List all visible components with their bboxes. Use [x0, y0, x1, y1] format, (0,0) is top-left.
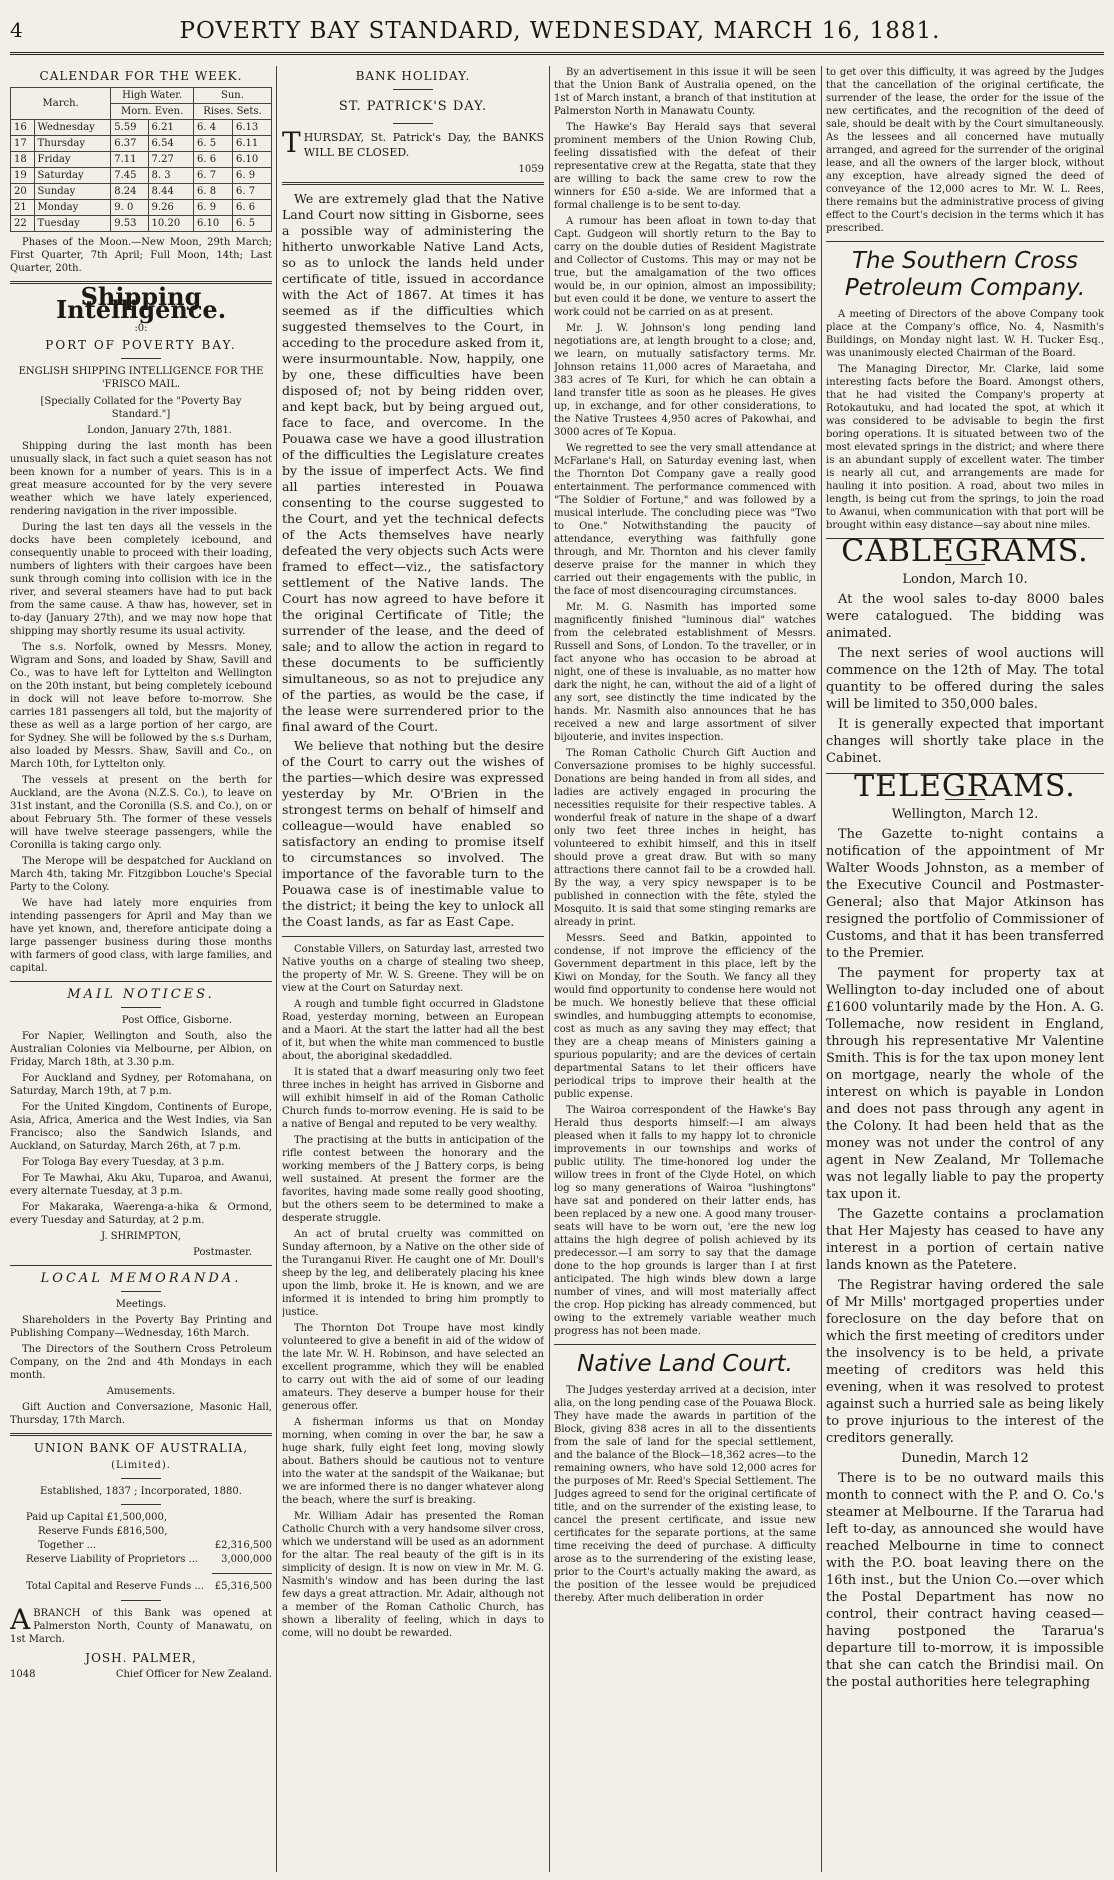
page-number: 4: [10, 18, 23, 42]
cal-sets: 6. 9: [232, 168, 271, 184]
article-paragraph: A meeting of Directors of the above Company took place at the Company's office, No. 4, Nasmith's Buildings, on Monday night last. W. H. Tucker Esq., was unanimously elected Chairman of the Board.: [826, 309, 1104, 359]
memo-subheading: Meetings.: [115, 1299, 167, 1310]
cal-sets: 6. 6: [232, 200, 271, 216]
calendar-header-rises-sets: Rises. Sets.: [193, 104, 271, 120]
short-rule: [393, 123, 433, 124]
calendar-header-morn-even: Morn. Even.: [111, 104, 194, 120]
bank-row-label: Reserve Liability of Proprietors ...: [26, 1554, 199, 1565]
column-2: [282, 66, 544, 1872]
calendar-table: [10, 87, 272, 232]
separator: [554, 1344, 816, 1345]
cablegrams-heading: CABLEGRAMS.: [841, 534, 1089, 569]
column-1: [10, 66, 272, 1872]
article-continuation: to get over this difficulty, it was agreed by the Judges that the cancellation of the original certificate, the surrender of the lease, the order for the issue of the new certificates, and the recognition of the deed of sale, should be dealt with by the Court simultaneously. As the lessees and all concerned have mutually arranged, and agreed for the surrender of the original lease, and all the owners of the larger block, without any exception, have already signed the deed of conveyance of the 12,000 acres to Mr. W. L. Rees, there remains but the administrative process of giving effect to the Court's decision in the terms which it has prescribed.: [826, 67, 1104, 234]
mail-notices-heading: MAIL NOTICES.: [67, 987, 215, 1002]
cal-day-name: Thursday: [34, 136, 111, 152]
editorial-paragraph: We believe that nothing but the desire of the Court to carry out the wishes of the parties—which desire was expressed yesterday by Mr. O'Brien in the strongest terms on behalf of himself and colleague—would have enabled so satisfactory an ending to promise itself to circumstances so involved. The importance of the favorable turn to the Pouawa case is of inestimable value to the district; it being the key to unlock all the Coast lands, as far as East Cape.: [282, 738, 544, 929]
telegram-item: The Gazette to-night contains a notification of the appointment of Mr Walter Woods Johnston, as a member of the Executive Council and Postmaster-General; also that Major Atkinson has resigned the portfolio of Commissioner of Customs, and that it has been transferred to the Premier.: [826, 827, 1104, 961]
drop-cap: A: [10, 1603, 31, 1636]
bank-row: [10, 1511, 272, 1525]
cal-day-name: Tuesday: [34, 216, 111, 232]
bank-row-value: 3,000,000: [221, 1554, 272, 1565]
news-item: We regretted to see the very small attendance at McFarlane's Hall, on Saturday evening last, when the Thornton Dot Company gave a really good entertainment. The performance commenced with "The Soldier of Fortune," and was followed by a musical interlude. The concluding piece was "Two to One." Notwithstanding the paucity of attendance, everything was faithfully gone through, and Mr. Thornton and his clever family deserve praise for the manner in which they carried out their engagements with the public, in the face of most disencouraging circumstances.: [554, 443, 816, 597]
ad-reference-number: 1059: [518, 164, 544, 175]
cal-sets: 6.11: [232, 136, 271, 152]
telegrams-heading: TELEGRAMS.: [854, 769, 1076, 804]
cal-morn: 9. 0: [111, 200, 148, 216]
cal-day-number: 16: [11, 120, 35, 136]
cal-sets: 6. 5: [232, 216, 271, 232]
cal-rises: 6. 8: [193, 184, 232, 200]
separator: [10, 1265, 272, 1266]
calendar-row: [11, 152, 272, 168]
cablegram-item: It is generally expected that important changes will shortly take place in the Cabinet.: [826, 717, 1104, 766]
telegrams-section: [826, 769, 1104, 1691]
bank-row-label: Reserve Funds £816,500,: [38, 1526, 168, 1537]
separator: [826, 241, 1104, 242]
short-rule: [212, 1573, 272, 1574]
bank-signature: JOSH. PALMER,: [85, 1651, 197, 1665]
short-rule: [121, 1478, 161, 1479]
cal-rises: 6. 6: [193, 152, 232, 168]
shipping-heading: Shipping Intelligence.: [55, 282, 227, 324]
cal-even: 7.27: [148, 152, 193, 168]
calendar-title: CALENDAR FOR THE WEEK.: [39, 69, 243, 83]
cal-morn: 9.53: [111, 216, 148, 232]
separator: [10, 1433, 272, 1436]
article-paragraph: Shipping during the last month has been unusually slack, in fact such a quiet season has not been known for a number of years. This is in a great measure accounted for by the very severe weather which we have lately experienced, rendering navigation in the river impossible.: [10, 441, 272, 517]
column-4: [826, 66, 1104, 1872]
news-item: A rumour has been afloat in town to-day that Capt. Gudgeon will shortly return to the Bay to carry on the double duties of Resident Magistrate and Collector of Customs. This may or may not be true, but the amalgamation of the two offices would be, in our opinion, almost an impossibility; but even could it be done, we venture to assert the work could not be carried on as at present.: [554, 216, 816, 318]
telegram-item: The payment for property tax at Wellington to-day included one of about £1600 voluntarily made by the Hon. A. G. Tollemache, now resident in England, through his representative Mr Valentine Smith. This is for the tax upon money lent on mortgage, nearly the whole of the interest on which is payable in London and does not pass through any agent in the Colony. It had been held that as the money was not under the control of any agent in New Zealand, Mr Tollemache was not legally liable to pay the property tax upon it.: [826, 966, 1104, 1202]
memo-subheading: Amusements.: [106, 1386, 176, 1397]
column-divider: [549, 66, 550, 1872]
bank-row: [10, 1525, 272, 1539]
newspaper-title: POVERTY BAY STANDARD, WEDNESDAY, MARCH 16, 1881.: [179, 18, 941, 44]
bank-branch-notice: [10, 1603, 272, 1646]
news-item: An act of brutal cruelty was committed on Sunday afternoon, by a Native on the other side of the Turanganui River. He caught one of Mr. Doull's sheep by the leg, and deliberately placing his knee upon the limb, broke it. He is known, and we are informed it is intended to bring him promptly to justice.: [282, 1229, 544, 1318]
column-divider: [276, 66, 277, 1872]
cal-rises: 6. 9: [193, 200, 232, 216]
cal-sets: 6.10: [232, 152, 271, 168]
bank-row: [10, 1553, 272, 1567]
cal-morn: 7.11: [111, 152, 148, 168]
news-item: Constable Villers, on Saturday last, arrested two Native youths on a charge of stealing two sheep, the property of Mr. W. S. Greene. They will be on view at the Court on Saturday next.: [282, 944, 544, 994]
bank-row-label: Paid up Capital £1,500,000,: [26, 1512, 168, 1523]
cal-day-name: Monday: [34, 200, 111, 216]
bank-branch-text: BRANCH of this Bank was opened at Palmerston North, County of Manawatu, on 1st March.: [10, 1608, 272, 1645]
cal-day-number: 21: [11, 200, 35, 216]
cal-rises: 6. 7: [193, 168, 232, 184]
cal-day-number: 17: [11, 136, 35, 152]
calendar-row: [11, 136, 272, 152]
calendar-row: [11, 200, 272, 216]
calendar-row: [11, 168, 272, 184]
post-office-line: Post Office, Gisborne.: [121, 1015, 232, 1026]
short-rule: [121, 1504, 161, 1505]
bank-title: UNION BANK OF AUSTRALIA,: [33, 1441, 249, 1455]
calendar-row: [11, 216, 272, 232]
ornament: :0:: [134, 323, 148, 334]
mail-notice: For Tologa Bay every Tuesday, at 3 p.m.: [22, 1157, 225, 1168]
cal-rises: 6. 5: [193, 136, 232, 152]
bank-footer: [10, 1668, 272, 1682]
cal-day-number: 19: [11, 168, 35, 184]
bank-row-label: Together ...: [38, 1540, 97, 1551]
news-item: The practising at the butts in anticipation of the rifle contest between the honorary and the working members of the J Battery corps, is being well sustained. At present the former are the favorites, having made some really good shooting, but the others seem to be determined to make a desperate struggle.: [282, 1135, 544, 1224]
cal-day-name: Saturday: [34, 168, 111, 184]
telegram-dateline: Dunedin, March 12: [901, 1451, 1029, 1466]
cal-morn: 8.24: [111, 184, 148, 200]
cal-rises: 6. 4: [193, 120, 232, 136]
shipping-dateline: London, January 27th, 1881.: [87, 425, 232, 436]
cal-rises: 6.10: [193, 216, 232, 232]
bank-established: Established, 1837 ; Incorporated, 1880.: [40, 1486, 242, 1497]
news-item: Messrs. Seed and Batkin, appointed to condense, if not improve the efficiency of the Government department in this place, left by the Kiwi on Monday, for the South. We fancy all they would find opportunity to condense here would not be much. We honestly believe that these official swindles, and humbugging attempts to economise, cost as much as any saving they may effect; that they are a cheap means of Ministers gaining a spurious popularity; and are the devices of certain departmental Satans to let their officers have periodical trips to improve their health at the public expense.: [554, 933, 816, 1100]
st-patricks-heading: ST. PATRICK'S DAY.: [338, 99, 488, 114]
bank-signature-title: Chief Officer for New Zealand.: [115, 1669, 272, 1680]
shipping-subheading: ENGLISH SHIPPING INTELLIGENCE FOR THE 'FRISCO MAIL.: [18, 366, 264, 390]
cal-day-name: Sunday: [34, 184, 111, 200]
news-item: The Roman Catholic Church Gift Auction and Conversazione promises to be highly successful. Donations are being handed in from all sides, and ladies are actively engaged in procuring the necessities requisite for their respective tables. A wonderful freak of nature in the shape of a dwarf only two feet three inches in height, has volunteered to exhibit himself, and this in itself should prove a great draw. But with so many attractions there cannot fail to be a crowded hall. By the way, a very spicy newspaper is to be published in connection with the fête, styled the Mosquito. It is said that some stinging remarks are already in print.: [554, 748, 816, 928]
article-paragraph: During the last ten days all the vessels in the docks have been completely icebound, and consequently unable to proceed with their loading, numbers of lighters with their cargoes have been sunk through coming into collision with ice in the river, and several steamers have had to put back from the same cause. A thaw has, however, set in to-day (January 27th), and we may now hope that shipping may shortly resume its usual activity.: [10, 522, 272, 637]
news-item: The Wairoa correspondent of the Hawke's Bay Herald thus desports himself:—I am always pleased when it falls to my happy lot to chronicle improvements in our townships and works of public utility. The time-honored log under the willow trees in front of the Clyde Hotel, on which log so many generations of Wairoa "lushingtons" have sat and pondered on their latter ends, has been replaced by a new one. A good many trouser-seats will have to be worn out, 'ere the new log attains the high degree of polish achieved by its predecessor.—I am sorry to say that the damage done to the hop grounds is larger than I at first anticipated. The high winds blew down a large number of vines, and will most materially affect the crop. Hop picking has already commenced, but owing to the extremely variable weather much progress has not been made.: [554, 1105, 816, 1337]
cal-day-name: Friday: [34, 152, 111, 168]
calendar-header-month: March.: [11, 88, 111, 120]
cal-sets: 6.13: [232, 120, 271, 136]
masthead-rule: [10, 52, 1104, 55]
column-3: [554, 66, 816, 1872]
article-paragraph: The s.s. Norfolk, owned by Messrs. Money, Wigram and Sons, and loaded by Shaw, Savill and Co., was to have left for Lyttelton and Wellington on the 20th instant, but being completely icebound in dock will not leave before to-morrow. She carries 181 passengers all told, but the majority of these as well as a large portion of her cargo, are for Sydney. She will be followed by the s.s Durham, also loaded by Messrs. Shaw, Savill and Co., on March 10th, for Lyttelton only.: [10, 642, 272, 770]
cal-day-number: 20: [11, 184, 35, 200]
mail-notice: For Makaraka, Waerenga-a-hika & Ormond, every Tuesday and Saturday, at 2 p.m.: [10, 1202, 272, 1226]
telegram-item: There is to be no outward mails this month to connect with the P. and O. Co.'s steamer at Melbourne. If the Tararua had left to-day, as announced she would have reached Melbourne in time to connect with the P.O. boat leaving there on the 16th inst., but the Union Co.—over which the Postal Department has now no control, their contract having ceased—having postponed the Tararua's departure till to-morrow, it is impossible that she can catch the Brindisi mail. On the postal authorities here telegraphing: [826, 1471, 1104, 1690]
ad-reference-number: 1048: [10, 1669, 36, 1680]
bank-row: [10, 1539, 272, 1553]
separator: [282, 936, 544, 937]
cal-sets: 6. 7: [232, 184, 271, 200]
petroleum-company-heading: The Southern Cross Petroleum Company.: [844, 248, 1086, 301]
cal-morn: 5.59: [111, 120, 148, 136]
bank-subtitle: (Limited).: [111, 1460, 171, 1471]
local-memoranda-heading: LOCAL MEMORANDA.: [40, 1271, 242, 1286]
short-rule: [121, 1600, 161, 1601]
cablegram-item: At the wool sales to-day 8000 bales were catalogued. The bidding was animated.: [826, 592, 1104, 641]
cal-morn: 7.45: [111, 168, 148, 184]
calendar-row: [11, 120, 272, 136]
short-rule: [121, 1291, 161, 1292]
article-paragraph: The vessels at present on the berth for Auckland, are the Avona (N.Z.S. Co.), to leave on 31st instant, and the Coronilla (S.S. and Co.), on or about February 5th. The former of these vessels will have twelve steerage passengers, while the Coronilla is taking cargo only.: [10, 775, 272, 851]
mail-notice: For Auckland and Sydney, per Rotomahana, on Saturday, March 19th, at 7 p.m.: [10, 1073, 272, 1097]
cablegram-dateline: London, March 10.: [902, 572, 1028, 587]
native-land-court-heading: Native Land Court.: [577, 1351, 793, 1377]
news-item: Mr. M. G. Nasmith has imported some magnificently finished "luminous dial" watches from the celebrated establishment of Messrs. Russell and Sons, of London. To the traveller, or in fact anyone who has occasion to be abroad at night, one of these is invaluable, as no matter how dark the night, he can, without the aid of a light of any sort, see distinctly the time indicated by the hands. Mr. Nasmith also announces that he has received a new and large assortment of silver bijouterie, and invites inspection.: [554, 602, 816, 743]
news-item: The Thornton Dot Troupe have most kindly volunteered to give a benefit in aid of the widow of the late Mr. W. H. Robinson, and have selected an excellent programme, which they will be enabled to carry out with the aid of some of our leading amateurs. They deserve a bumper house for their generous offer.: [282, 1323, 544, 1412]
cal-even: 10.20: [148, 216, 193, 232]
cal-morn: 6.37: [111, 136, 148, 152]
memo-item: Shareholders in the Poverty Bay Printing and Publishing Company—Wednesday, 16th March.: [10, 1315, 272, 1339]
drop-cap: T: [282, 126, 301, 159]
cal-even: 8. 3: [148, 168, 193, 184]
cal-even: 6.54: [148, 136, 193, 152]
cal-day-number: 22: [11, 216, 35, 232]
article-paragraph: We have had lately more enquiries from intending passengers for April and May than we have yet known, and, therefore anticipate doing a large passenger business during those months with farmers of good class, with large families, and capital.: [10, 898, 272, 974]
column-divider: [821, 66, 822, 1872]
news-item: A rough and tumble fight occurred in Gladstone Road, yesterday morning, between an European and a Maori. At the start the latter had all the best of it, but when the white man commenced to bustle about, the aboriginal skedaddled.: [282, 999, 544, 1062]
bank-row-label: Total Capital and Reserve Funds ...: [26, 1581, 204, 1592]
bank-row: [10, 1580, 272, 1594]
calendar-row: [11, 184, 272, 200]
separator: [10, 981, 272, 982]
editorial-paragraph: We are extremely glad that the Native Land Court now sitting in Gisborne, sees a possible way of administering the hitherto unworkable Native Land Acts, so as to unlock the lands held under certificate of title, issued in accordance with the Act of 1867. At times it has seemed as if the difficulties which suggested themselves to the Court, in acceding to the procedure asked from it, were insurmountable. Now, happily, one by one, these difficulties have been disposed of; not by being ridden over, and kept back, but by being argued out, face to face, and overcome. In the Pouawa case we have a good illustration of the difficulties the Legislature creates by the issue of imperfect Acts. We find all parties interested in Pouawa consenting to the course suggested to the Court, and yet the technical defects of the Acts themselves have nearly defeated the very objects such Acts were framed to effect—viz., the satisfactory settlement of the Native lands. The Court has now agreed to have before it the original Certificate of Title; the surrender of the lease, and the deed of sale; and to allow the action in regard to these documents to be sufficiently simultaneous, so as not to prejudice any of the parties, as would be the case, if the lease were surrendered prior to the final award of the Court.: [282, 191, 544, 734]
telegram-item: The Registrar having ordered the sale of Mr Mills' mortgaged properties under foreclosure on the day before that on which the first meeting of creditors under the insolvency is to be held, a private meeting of creditors was held this evening, when it was resolved to protest against such a hurried sale as being likely to prove injurious to the interest of the creditors generally.: [826, 1278, 1104, 1446]
news-item: Mr. J. W. Johnson's long pending land negotiations are, at length brought to a close; and, we learn, on mutually satisfactory terms. Mr. Johnson retains 11,000 acres of Maraetaha, and 383 acres of Te Kuri, for which he can obtain a land transfer title as soon as he pleases. He gives up, in exchange, and for other considerations, to the Native Trustees 4,950 acres of Pakowhai, and 3000 acres of Te Kopua.: [554, 323, 816, 438]
cal-even: 8.44: [148, 184, 193, 200]
memo-item: Gift Auction and Conversazione, Masonic Hall, Thursday, 17th March.: [10, 1402, 272, 1426]
port-heading: PORT OF POVERTY BAY.: [45, 338, 237, 352]
mail-signature: J. SHRIMPTON,: [101, 1231, 181, 1242]
mail-notice: For Te Mawhai, Aku Aku, Tuparoa, and Awanui, every alternate Tuesday, at 3 p.m.: [10, 1173, 272, 1197]
bank-row-value: £2,316,500: [214, 1540, 272, 1551]
cablegrams-section: [826, 534, 1104, 767]
bank-row-value: £5,316,500: [214, 1581, 272, 1592]
cal-even: 9.26: [148, 200, 193, 216]
separator: [282, 182, 544, 185]
mail-notice: For the United Kingdom, Continents of Europe, Asia, Africa, America and the West Indies, via San Francisco; also the Sandwich Islands, and Auckland, on Saturday, March 26th, at 7 p.m.: [10, 1102, 272, 1152]
article-paragraph: The Judges yesterday arrived at a decision, inter alia, on the long pending case of the Pouawa Block. They have made the awards in partition of the Block, giving 838 acres in all to the dissentients from the sale of land for the special settlement, and the balance of the Block—18,362 acres—to the remaining owners, who have sold 12,000 acres for the purposes of Mr. Reed's Special Settlement. The Judges agreed to send for the original certificate of title, and on the surrender of the existing lease, to cancel the present certificate, and issue new certificates for the separate portions, at the same time receiving the deed of purchase. A difficulty arose as to the surrendering of the existing lease, prior to the Court's actually making the award, as the position of the lessee would be prejudiced thereby. After much deliberation in order: [554, 1385, 816, 1604]
mail-signature-title: Postmaster.: [193, 1247, 252, 1258]
calendar-header-sun: Sun.: [193, 88, 271, 104]
bank-holiday-heading: BANK HOLIDAY.: [355, 69, 471, 83]
short-rule: [393, 89, 433, 90]
memo-item: The Directors of the Southern Cross Petroleum Company, on the 2nd and 4th Mondays in each month.: [10, 1344, 272, 1381]
cablegram-item: The next series of wool auctions will commence on the 12th of May. The total quantity to be offered during the sales will be limited to 350,000 bales.: [826, 646, 1104, 712]
telegram-dateline: Wellington, March 12.: [891, 807, 1039, 822]
holiday-notice-text: HURSDAY, St. Patrick's Day, the BANKS WILL BE CLOSED.: [303, 131, 544, 159]
news-item: A fisherman informs us that on Monday morning, when coming in over the bar, he saw a huge shark, fully eight feet long, moving slowly about. Bathers should be cautious not to venture into the water at the sandspit of the Waikanae; but we are informed there is no danger whatever along the beach, where the surf is breaking.: [282, 1417, 544, 1506]
news-item: By an advertisement in this issue it will be seen that the Union Bank of Australia opened, on the 1st of March instant, a branch of that institution at Palmerston North in Manawatu County.: [554, 67, 816, 117]
short-rule: [121, 358, 161, 359]
moon-phases: Phases of the Moon.—New Moon, 29th March; First Quarter, 7th April; Full Moon, 14th; Last Quarter, 20th.: [10, 237, 272, 274]
shipping-note: [Specially Collated for the "Poverty Bay Standard."]: [40, 396, 242, 420]
news-item: Mr. William Adair has presented the Roman Catholic Church with a very handsome silver cross, which we understand will be used as an adornment for the altar. The real beauty of the gift is in its simplicity of design. It is now on view in Mr. M. G. Nasmith's window and has been during the last few days a great attraction. Mr. Adair, although not a member of the Roman Catholic Church, has shown a liberality of feeling, which in days to come, will no doubt be rewarded.: [282, 1511, 544, 1639]
article-paragraph: The Merope will be despatched for Auckland on March 4th, taking Mr. Fitzgibbon Louche's Special Party to the Colony.: [10, 856, 272, 893]
short-rule: [121, 1007, 161, 1008]
article-paragraph: The Managing Director, Mr. Clarke, laid some interesting facts before the Board. Amongst others, that he had visited the Company's property at Rotokautuku, and had located the spot, at which it was considered to be advisable to begin the first boring operations. It is situated between two of the most elevated springs in the district; and where there is an abundant supply of excellent water. The timber is nearly all cut, and arrangements are made for hauling it into position. A road, about two miles in length, is being cut from the springs, to join the road to Awanui, when communication with that port will be brought within easy distance—say about nine miles.: [826, 364, 1104, 531]
telegram-item: The Gazette contains a proclamation that Her Majesty has ceased to have any interest in a portion of certain native lands known as the Patetere.: [826, 1207, 1104, 1273]
news-item: It is stated that a dwarf measuring only two feet three inches in height has arrived in Gisborne and will exhibit himself in aid of the Roman Catholic Church funds to-morrow evening. He is said to be a native of Bengal and reputed to be very wealthy.: [282, 1067, 544, 1130]
cal-even: 6.21: [148, 120, 193, 136]
cal-day-number: 18: [11, 152, 35, 168]
holiday-notice: [282, 126, 544, 160]
masthead: [0, 18, 1114, 62]
mail-notice: For Napier, Wellington and South, also the Australian Colonies via Melbourne, per Albion, on Friday, March 18th, at 3.30 p.m.: [10, 1031, 272, 1068]
cal-day-name: Wednesday: [34, 120, 111, 136]
calendar-header-high-water: High Water.: [111, 88, 194, 104]
news-item: The Hawke's Bay Herald says that several prominent members of the Union Rowing Club, feeling dissatisfied with the defeat of their representative crew at the Regatta, state that they are willing to back the same crew to row the winners for £50 a-side. We are informed that a formal challenge is to be sent to-day.: [554, 122, 816, 211]
